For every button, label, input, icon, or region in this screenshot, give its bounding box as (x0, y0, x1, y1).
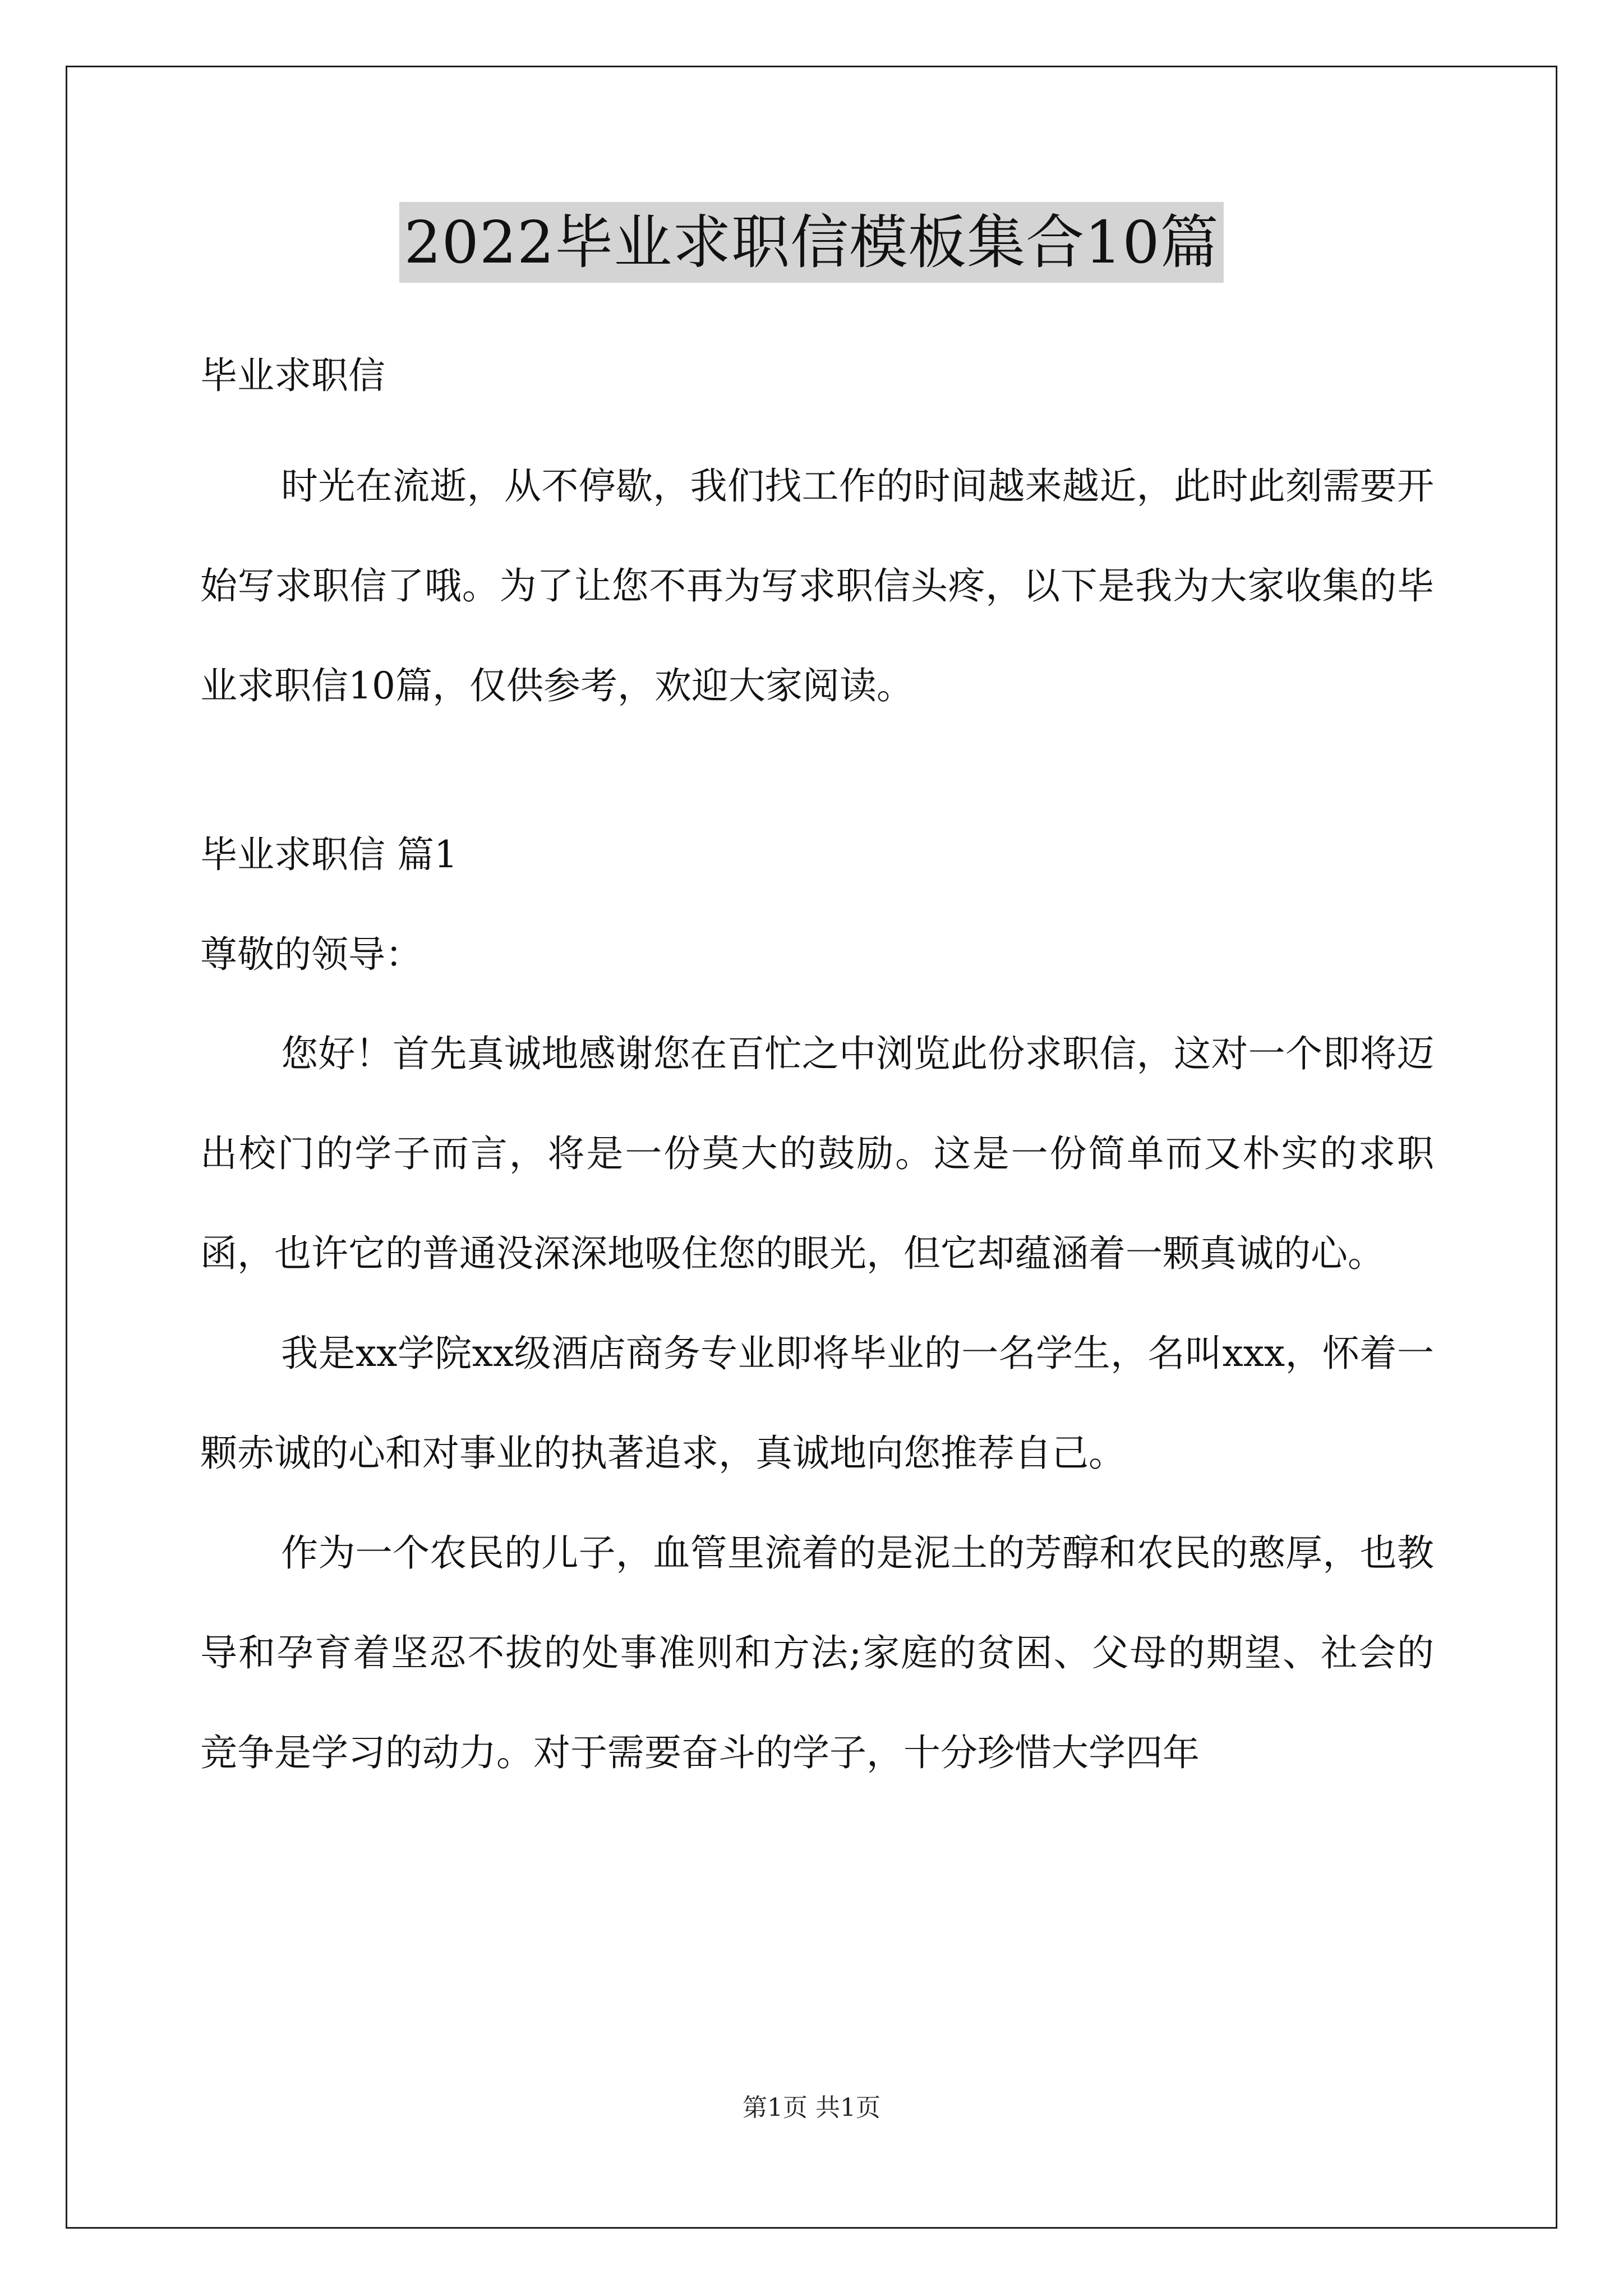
body-paragraph-2: 我是xx学院xx级酒店商务专业即将毕业的一名学生，名叫xxx，怀着一颗赤诚的心和对事业的执著追求，真诚地向您推荐自己。 (200, 1332, 1434, 1475)
section-title: 毕业求职信 篇1 (200, 833, 458, 876)
document-heading: 毕业求职信 (200, 354, 385, 397)
title-container (0, 202, 1623, 283)
body-paragraph-3: 作为一个农民的儿子，血管里流着的是泥土的芳醇和农民的憨厚，也教导和孕育着坚忍不拔的处事准则和方法;家庭的贫困、父母的期望、社会的竞争是学习的动力。对于需要奋斗的学子，十分珍惜大学四年 (200, 1531, 1434, 1774)
salutation: 尊敬的领导： (200, 933, 422, 976)
page-footer: 第1页 共1页 (743, 2093, 880, 2122)
intro-paragraph: 时光在流逝，从不停歇，我们找工作的时间越来越近，此时此刻需要开始写求职信了哦。为了让您不再为写求职信头疼，以下是我为大家收集的毕业求职信10篇，仅供参考，欢迎大家阅读。 (200, 464, 1434, 707)
document-title: 2022毕业求职信模板集合10篇 (399, 202, 1223, 283)
body-paragraph-1: 您好！首先真诚地感谢您在百忙之中浏览此份求职信，这对一个即将迈出校门的学子而言，将是一份莫大的鼓励。这是一份简单而又朴实的求职函，也许它的普通没深深地吸住您的眼光，但它却蕴涵着一颗真诚的心。 (200, 1032, 1434, 1275)
document-body (200, 348, 1434, 1803)
